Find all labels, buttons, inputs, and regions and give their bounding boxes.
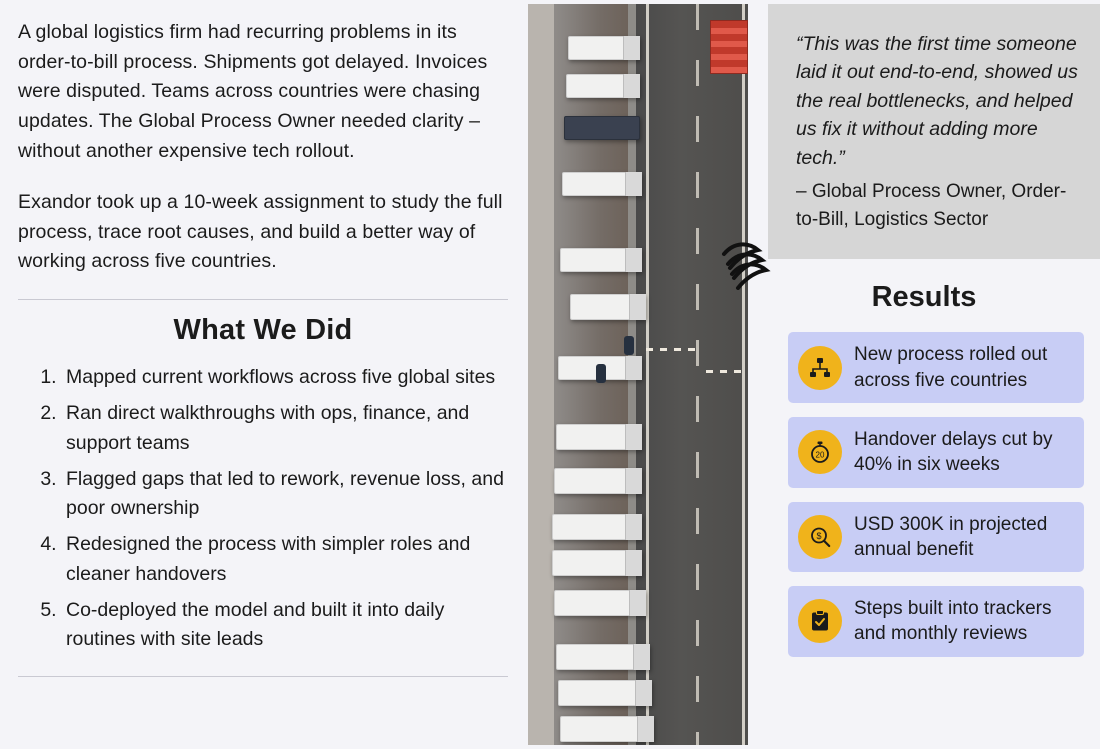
truck bbox=[562, 172, 642, 196]
testimonial-box bbox=[768, 4, 1100, 259]
truck bbox=[558, 680, 652, 706]
truck-cab bbox=[625, 248, 642, 272]
crosswalk-marking bbox=[646, 348, 700, 351]
truck-cab bbox=[629, 590, 646, 616]
divider-bottom bbox=[18, 676, 508, 677]
truck bbox=[570, 294, 646, 320]
truck-cab bbox=[637, 716, 654, 742]
result-text: USD 300K in projected annual benefit bbox=[854, 513, 1048, 560]
org-chart-icon bbox=[798, 346, 842, 390]
red-container-stack bbox=[710, 20, 748, 74]
list-item: 4. Redesigned the process with simpler roles and cleaner handovers bbox=[62, 530, 508, 589]
left-content-column bbox=[0, 0, 528, 749]
truck-cab bbox=[623, 74, 640, 98]
road-dashed-line bbox=[696, 4, 699, 745]
truck bbox=[564, 116, 640, 140]
truck bbox=[568, 36, 640, 60]
divider-top bbox=[18, 299, 508, 300]
intro-paragraph-2: Exandor took up a 10-week assignment to study the full process, trace root causes, and build a better way of working across five countries. bbox=[18, 191, 503, 273]
stopwatch-icon bbox=[798, 430, 842, 474]
result-text: New process rolled out across five countries bbox=[854, 344, 1048, 391]
truck bbox=[552, 514, 642, 540]
svg-text:20: 20 bbox=[815, 450, 825, 460]
result-item bbox=[788, 502, 1084, 573]
list-item: 3. Flagged gaps that led to rework, revenue loss, and poor ownership bbox=[62, 465, 508, 524]
truck-cab bbox=[629, 294, 646, 320]
truck-cab bbox=[635, 680, 652, 706]
truck bbox=[566, 74, 640, 98]
squiggle-decoration bbox=[718, 238, 774, 290]
truck-cab bbox=[625, 356, 642, 380]
what-we-did-list bbox=[18, 363, 508, 654]
truck-cab bbox=[625, 424, 642, 450]
quote-text: “This was the first time someone laid it out end-to-end, showed us the real bottlenecks, and helped us fix it without adding more tech.” bbox=[796, 33, 1078, 169]
truck bbox=[552, 550, 642, 576]
truck bbox=[556, 424, 642, 450]
list-item: 1. Mapped current workflows across five global sites bbox=[62, 363, 508, 392]
right-content-column bbox=[748, 0, 1100, 749]
truck-cab bbox=[625, 514, 642, 540]
car bbox=[624, 336, 634, 355]
clipboard-check-icon bbox=[798, 599, 842, 643]
truck-cab bbox=[633, 644, 650, 670]
road-edge-left bbox=[646, 4, 649, 745]
truck-cab bbox=[625, 550, 642, 576]
results-title: Results bbox=[871, 281, 977, 314]
truck-cab bbox=[625, 172, 642, 196]
list-item: 5. Co-deployed the model and built it into daily routines with site leads bbox=[62, 596, 508, 655]
truck bbox=[560, 248, 642, 272]
result-item bbox=[788, 417, 1084, 488]
result-text: Handover delays cut by 40% in six weeks bbox=[854, 428, 1053, 476]
truck-cab bbox=[623, 36, 640, 60]
result-item bbox=[788, 586, 1084, 657]
lot-edge-strip bbox=[528, 4, 554, 745]
truck bbox=[560, 716, 654, 742]
list-item: 2. Ran direct walkthroughs with ops, finance, and support teams bbox=[62, 399, 508, 458]
quote-attribution: – Global Process Owner, Order-to-Bill, Logistics Sector bbox=[796, 181, 1067, 230]
highway-surface bbox=[636, 4, 748, 745]
result-text: Steps built into trackers and monthly reviews bbox=[854, 598, 1052, 645]
truck bbox=[554, 468, 642, 494]
car bbox=[596, 364, 606, 383]
aerial-photo bbox=[528, 4, 748, 745]
result-item bbox=[788, 332, 1084, 403]
svg-text:$: $ bbox=[816, 530, 822, 541]
road-edge-right bbox=[742, 4, 745, 745]
truck-cab bbox=[625, 468, 642, 494]
what-we-did-title: What We Did bbox=[173, 314, 353, 346]
truck bbox=[554, 590, 646, 616]
crosswalk-marking bbox=[706, 370, 746, 373]
money-search-icon bbox=[798, 515, 842, 559]
intro-paragraph-1: A global logistics firm had recurring problems in its order-to-bill process. Shipments got delayed. Invoices were disputed. Teams across countries were chasing updates. The Global Process Owner needed clarity – without another expensive tech rollout. bbox=[18, 21, 488, 162]
truck bbox=[556, 644, 650, 670]
